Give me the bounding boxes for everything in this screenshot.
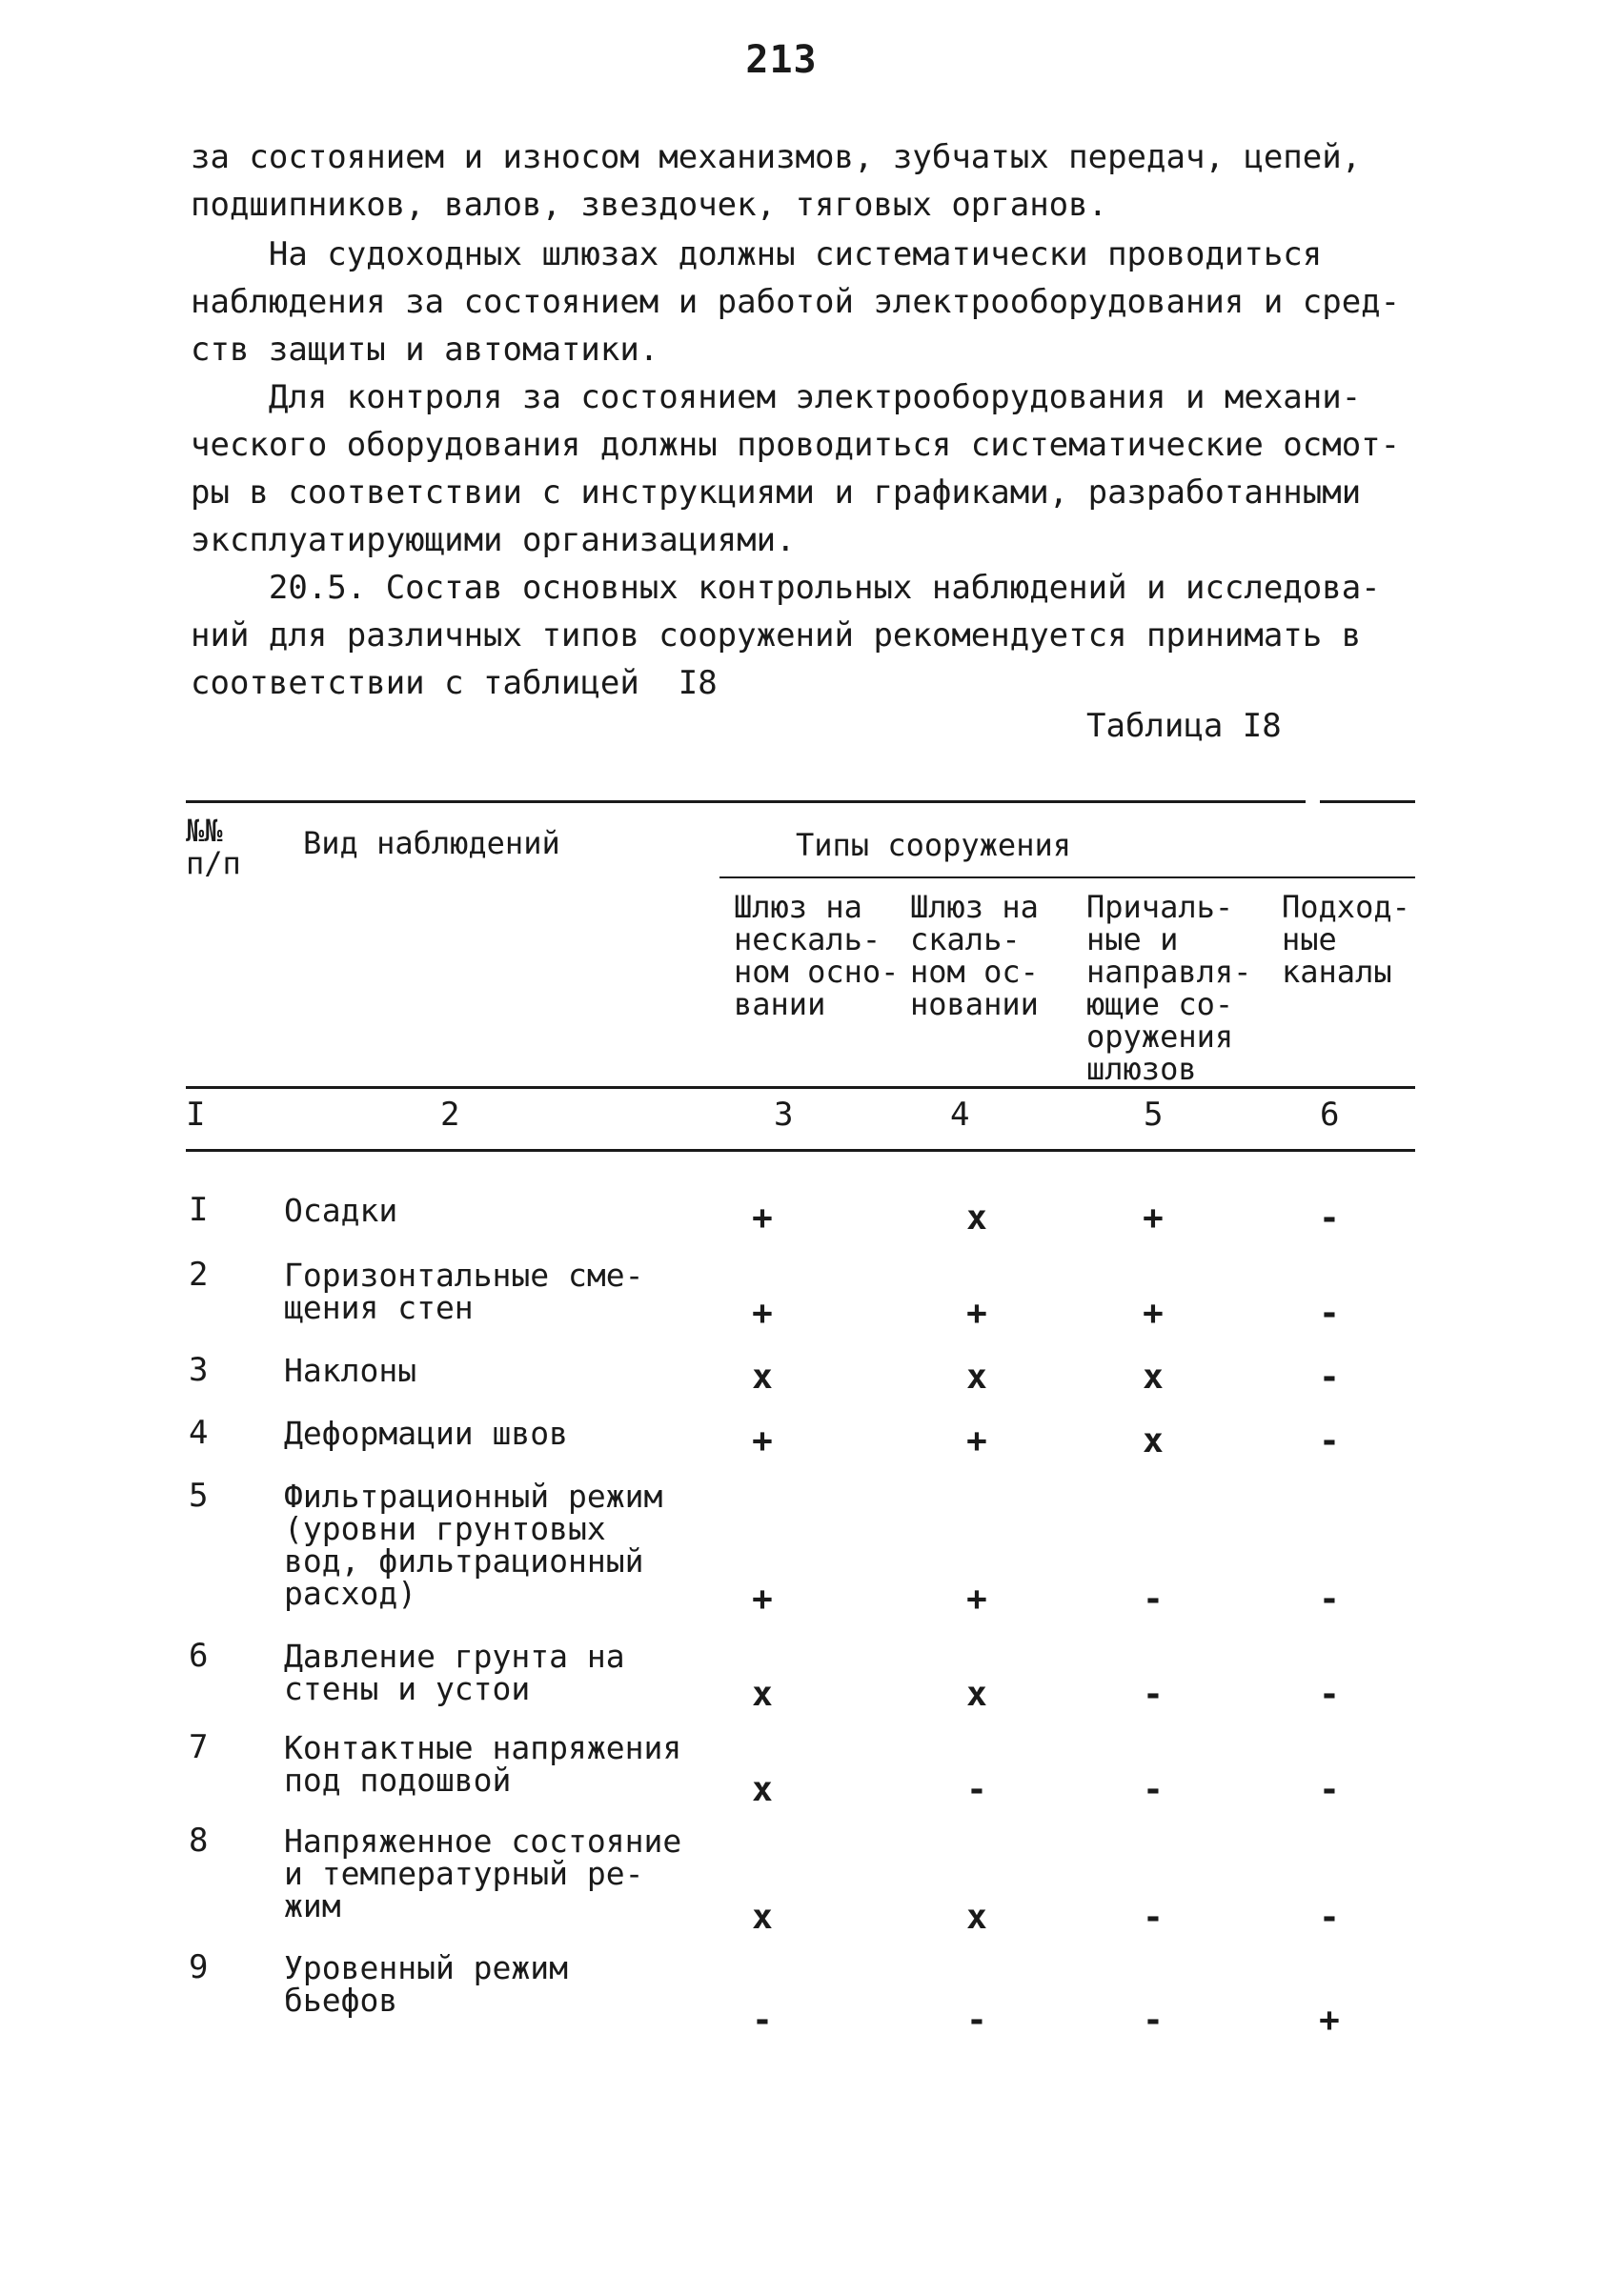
row-observation-name: Фильтрационный режим (уровни грунтовых вод, фильтрационный расход) xyxy=(284,1478,663,1612)
row-mark-col-3: x xyxy=(752,1675,773,1714)
row-mark-col-5: x xyxy=(1143,1358,1164,1397)
row-observation-name: Осадки xyxy=(284,1192,398,1229)
numbering-5: 5 xyxy=(1144,1096,1164,1134)
header-col-5: Причаль- ные и направля- ющие со- оружения шлюзов xyxy=(1086,889,1252,1087)
paragraph-line: ческого оборудования должны проводиться систематические осмот- xyxy=(191,426,1401,464)
row-mark-col-3: x xyxy=(752,1770,773,1809)
row-mark-col-4: + xyxy=(966,1421,987,1460)
row-mark-col-5: + xyxy=(1143,1198,1164,1238)
numbering-6: 6 xyxy=(1320,1096,1340,1134)
header-num: №№ п/п xyxy=(186,813,241,881)
row-mark-col-3: - xyxy=(752,2001,773,2040)
row-mark-col-6: - xyxy=(1319,1675,1340,1714)
header-col-4: Шлюз на скаль- ном ос- новании xyxy=(910,889,1039,1022)
row-mark-col-6: - xyxy=(1319,1580,1340,1619)
row-mark-col-5: - xyxy=(1143,1770,1164,1809)
header-bottom-rule xyxy=(186,1086,1415,1089)
paragraph-line: ры в соответствии с инструкциями и графиками, разработанными xyxy=(191,473,1362,512)
table-top-rule xyxy=(186,800,1306,803)
numbering-bottom-rule xyxy=(186,1149,1415,1152)
row-mark-col-6: + xyxy=(1319,2001,1340,2040)
paragraph-line: Для контроля за состоянием электрооборудования и механи- xyxy=(191,378,1362,416)
row-mark-col-4: x xyxy=(966,1898,987,1937)
header-kind: Вид наблюдений xyxy=(303,825,560,861)
row-observation-name: Горизонтальные сме- щения стен xyxy=(284,1257,644,1326)
row-mark-col-6: - xyxy=(1319,1421,1340,1460)
numbering-3: 3 xyxy=(774,1096,794,1134)
page-number: 213 xyxy=(745,38,818,82)
row-mark-col-4: x xyxy=(966,1675,987,1714)
row-mark-col-3: x xyxy=(752,1358,773,1397)
row-observation-name: Контактные напряжения под подошвой xyxy=(284,1729,682,1799)
row-observation-name: Уровенный режим бьефов xyxy=(284,1949,569,2019)
row-observation-name: Наклоны xyxy=(284,1352,417,1389)
row-mark-col-6: - xyxy=(1319,1294,1340,1333)
row-mark-col-5: + xyxy=(1143,1294,1164,1333)
row-mark-col-3: + xyxy=(752,1421,773,1460)
paragraph-line: наблюдения за состоянием и работой электрооборудования и сред- xyxy=(191,283,1401,321)
numbering-2: 2 xyxy=(440,1096,460,1134)
row-number: 7 xyxy=(189,1728,209,1766)
row-mark-col-4: + xyxy=(966,1580,987,1619)
row-number: 9 xyxy=(189,1948,209,1986)
row-mark-col-5: - xyxy=(1143,1675,1164,1714)
row-mark-col-4: x xyxy=(966,1358,987,1397)
paragraph-line: На судоходных шлюзах должны систематически проводиться xyxy=(191,235,1323,273)
paragraph-line: ств защиты и автоматики. xyxy=(191,331,659,369)
row-observation-name: Напряженное состояние и температурный ре- жим xyxy=(284,1823,682,1924)
paragraph-line: за состоянием и износом механизмов, зубчатых передач, цепей, xyxy=(191,138,1362,176)
paragraph-line: соответствии с таблицей I8 xyxy=(191,664,718,702)
row-mark-col-4: + xyxy=(966,1294,987,1333)
table-top-rule-right xyxy=(1320,800,1415,803)
row-observation-name: Деформации швов xyxy=(284,1415,569,1452)
paragraph-2 xyxy=(191,231,1420,373)
row-mark-col-3: x xyxy=(752,1898,773,1937)
row-number: 5 xyxy=(189,1477,209,1515)
row-mark-col-6: - xyxy=(1319,1198,1340,1238)
row-mark-col-4: x xyxy=(966,1198,987,1238)
row-mark-col-6: - xyxy=(1319,1770,1340,1809)
paragraph-3 xyxy=(191,373,1420,564)
types-subheader-rule xyxy=(719,876,1415,878)
row-mark-col-5: x xyxy=(1143,1421,1164,1460)
header-types: Типы сооружения xyxy=(796,827,1071,863)
paragraph-4 xyxy=(191,564,1420,707)
row-mark-col-5: - xyxy=(1143,2001,1164,2040)
row-mark-col-6: - xyxy=(1319,1898,1340,1937)
numbering-4: 4 xyxy=(950,1096,970,1134)
row-mark-col-3: + xyxy=(752,1198,773,1238)
paragraph-1 xyxy=(191,133,1420,229)
paragraph-line: подшипников, валов, звездочек, тяговых органов. xyxy=(191,186,1108,224)
row-observation-name: Давление грунта на стены и устои xyxy=(284,1638,625,1707)
paragraph-line: эксплуатирующими организациями. xyxy=(191,521,796,559)
row-number: 3 xyxy=(189,1351,209,1389)
row-mark-col-4: - xyxy=(966,1770,987,1809)
row-number: I xyxy=(189,1191,209,1229)
row-number: 2 xyxy=(189,1256,209,1294)
row-number: 8 xyxy=(189,1822,209,1860)
row-mark-col-4: - xyxy=(966,2001,987,2040)
header-col-6: Подход- ные каналы xyxy=(1282,889,1410,990)
row-mark-col-6: - xyxy=(1319,1358,1340,1397)
row-number: 4 xyxy=(189,1414,209,1452)
header-col-3: Шлюз на нескаль- ном осно- вании xyxy=(734,889,900,1022)
row-mark-col-5: - xyxy=(1143,1898,1164,1937)
row-mark-col-5: - xyxy=(1143,1580,1164,1619)
row-number: 6 xyxy=(189,1637,209,1675)
paragraph-line: 20.5. Состав основных контрольных наблюдений и исследова- xyxy=(191,569,1381,607)
table-caption: Таблица I8 xyxy=(1086,707,1282,745)
row-mark-col-3: + xyxy=(752,1580,773,1619)
paragraph-line: ний для различных типов сооружений рекомендуется принимать в xyxy=(191,616,1362,655)
row-mark-col-3: + xyxy=(752,1294,773,1333)
numbering-1: I xyxy=(186,1096,206,1134)
